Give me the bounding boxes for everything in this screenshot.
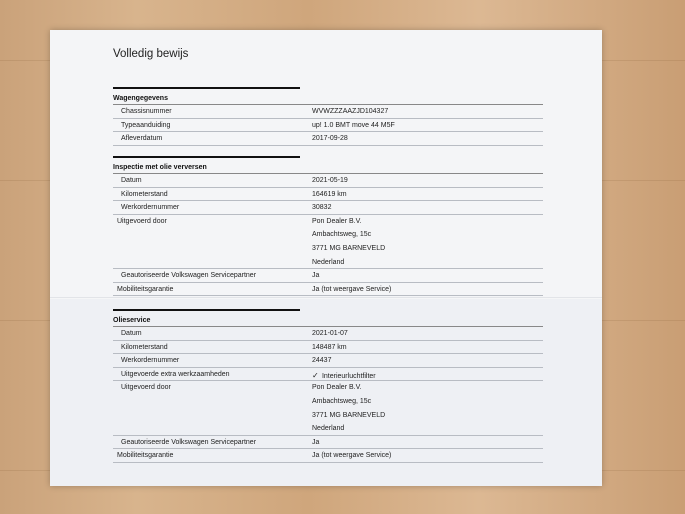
dealer-line: Nederland [312,258,345,266]
row-label: Uitgevoerd door [117,217,167,225]
dealer-line: 3771 MG BARNEVELD [312,244,386,252]
row-value: 2021-05-19 [312,177,348,184]
check-icon: ✓ [312,370,319,380]
table-row [113,354,543,368]
table-row [113,381,543,395]
dealer-line: Pon Dealer B.V. [312,217,362,225]
row-label: Werkordernummer [121,204,180,212]
table-row [113,201,543,215]
table-row [113,215,543,229]
row-label: Uitgevoerd door [121,384,171,392]
table-row [113,119,543,133]
table-row [113,327,543,341]
table-row [113,174,543,188]
row-label: Kilometerstand [121,190,168,198]
row-value: 148487 km [312,343,347,351]
row-value: WVWZZZAAZJD104327 [312,108,389,115]
row-label: Mobiliteitsgarantie [117,285,174,293]
row-label: Afleverdatum [121,135,163,143]
table-row [113,269,543,283]
section-heading: Inspectie met olie verversen [113,158,543,174]
row-value: up! 1.0 BMT move 44 M5F [312,121,395,129]
row-label: Geautoriseerde Volkswagen Servicepartner [121,272,257,280]
row-value: 24437 [312,357,332,365]
row-label: Kilometerstand [121,343,168,351]
paper-fold [50,297,602,299]
row-label: Werkordernummer [121,357,180,365]
table-row [113,341,543,355]
document-sheet [50,30,602,486]
row-label: Uitgevoerde extra werkzaamheden [121,370,230,378]
table-row [113,188,543,202]
table-row [113,105,543,119]
dealer-line: Ambachtsweg, 15c [312,231,372,239]
row-value: Ja (tot weergave Service) [312,452,392,460]
table-row [113,436,543,450]
section-wagengegevens [113,87,543,146]
table-row [113,132,543,146]
row-value [312,371,376,380]
dealer-line: Ambachtsweg, 15c [312,397,372,405]
table-row [113,283,543,297]
row-value: Ja (tot weergave Service) [312,285,392,293]
row-value: Ja [312,438,320,446]
dealer-line: Nederland [312,425,345,433]
section-heading: Olieservice [113,311,543,327]
table-row [113,228,543,242]
document-title: Volledig bewijs [113,48,189,60]
extra-work-value: Interieurluchtfilter [321,372,376,380]
dealer-line: Pon Dealer B.V. [312,384,362,392]
section-inspectie [113,156,543,296]
row-label: Datum [121,330,142,337]
table-row [113,368,543,382]
row-value: Ja [312,272,320,280]
table-row [113,395,543,409]
section-olieservice [113,309,543,463]
table-row [113,242,543,256]
row-label: Geautoriseerde Volkswagen Servicepartner [121,438,257,446]
row-value: 30832 [312,204,332,212]
row-value: 2017-09-28 [312,135,348,143]
row-value: 164619 km [312,190,347,198]
row-label: Mobiliteitsgarantie [117,452,174,460]
section-heading: Wagengegevens [113,89,543,105]
table-row [113,422,543,436]
row-value: 2021-01-07 [312,330,348,337]
table-row [113,256,543,270]
row-label: Typeaanduiding [121,121,171,129]
row-label: Chassisnummer [121,108,172,115]
table-row [113,449,543,463]
row-label: Datum [121,177,142,184]
dealer-line: 3771 MG BARNEVELD [312,411,386,419]
table-row [113,409,543,423]
